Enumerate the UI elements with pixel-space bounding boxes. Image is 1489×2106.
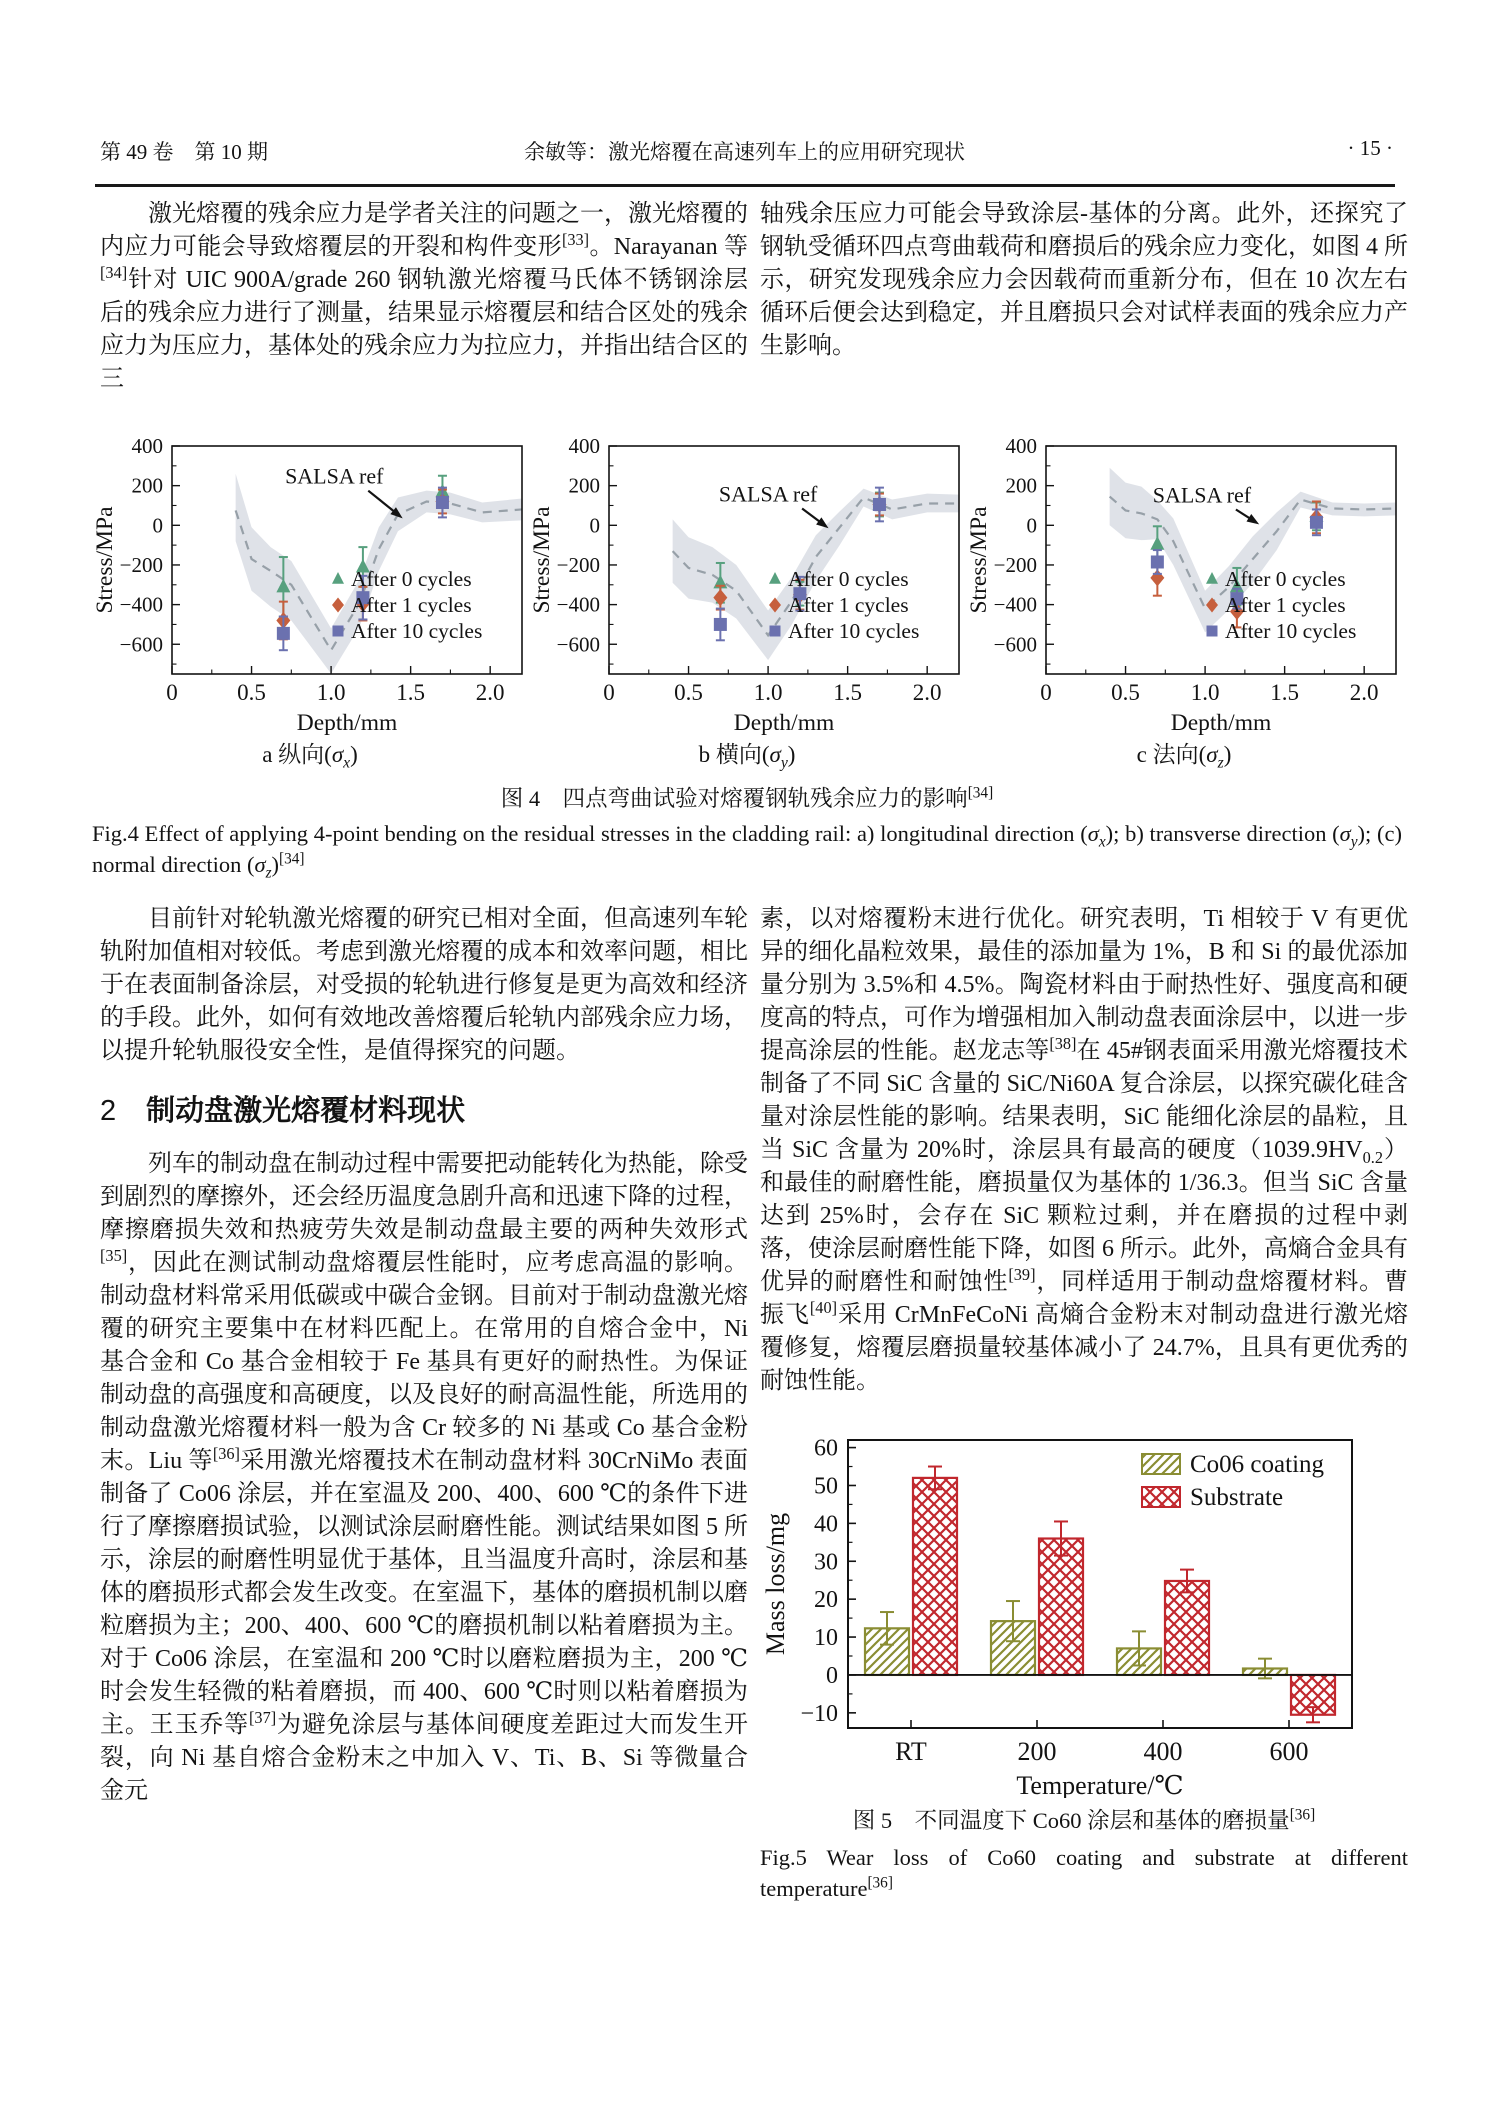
legend	[332, 567, 482, 643]
svg-text:2.0: 2.0	[1349, 680, 1379, 705]
bar	[913, 1478, 957, 1675]
square-marker	[873, 498, 886, 511]
paragraph: 目前针对轮轨激光熔覆的研究已相对全面，但高速列车轮轨附加值相对较低。考虑到激光熔覆的成本和效率问题，相比于在表面制备涂层，对受损的轮轨进行修复是更为高效和经济的手段。此外，如何有效地改善熔覆后轮轨内部残余应力场，以提升轮轨服役安全性，是值得探究的问题。	[100, 906, 748, 1064]
x-axis-label: Temperature/℃	[1016, 1771, 1184, 1798]
svg-text:−400: −400	[119, 592, 163, 617]
figure4-panels	[92, 434, 1402, 772]
svg-text:400: 400	[568, 434, 600, 458]
svg-text:−600: −600	[993, 632, 1037, 657]
right-column-main	[760, 903, 1408, 1904]
stress-chart-normal	[966, 434, 1402, 736]
figure5-caption-zh: 图 5 不同温度下 Co60 涂层和基体的磨损量[36]	[852, 1806, 1316, 1833]
svg-text:0.5: 0.5	[1111, 680, 1140, 705]
svg-text:0.5: 0.5	[674, 680, 703, 705]
svg-text:1.5: 1.5	[833, 680, 863, 705]
svg-text:RT: RT	[895, 1737, 927, 1766]
svg-text:Co06 coating: Co06 coating	[1190, 1451, 1325, 1478]
triangle-marker	[1206, 572, 1218, 584]
header-running-title: 余敏等：激光熔覆在高速列车上的应用研究现状	[524, 140, 965, 164]
svg-text:20: 20	[814, 1587, 838, 1614]
panel-caption-c: c 法向$(\sigma_z)$	[1136, 742, 1232, 772]
svg-text:0: 0	[1026, 513, 1037, 538]
svg-text:−10: −10	[800, 1700, 838, 1727]
y-axis-label: Mass loss/mg	[761, 1512, 790, 1656]
figure-5	[760, 1426, 1408, 1904]
svg-text:0: 0	[603, 680, 615, 705]
square-marker	[714, 618, 727, 631]
svg-text:2.0: 2.0	[912, 680, 942, 705]
header-volume-issue: 第 49 卷 第 10 期	[100, 140, 268, 164]
stress-chart-transverse	[529, 434, 965, 736]
panel-caption-a: a 纵向$(\sigma_x)$	[262, 742, 358, 772]
svg-text:After 10 cycles: After 10 cycles	[351, 619, 483, 643]
svg-text:After 10 cycles: After 10 cycles	[788, 619, 920, 643]
svg-text:400: 400	[1005, 434, 1037, 458]
left-column-main	[100, 903, 748, 1808]
square-marker	[1207, 626, 1218, 637]
bar	[1165, 1581, 1209, 1675]
svg-text:600: 600	[1269, 1737, 1309, 1766]
svg-text:50: 50	[814, 1473, 838, 1500]
header-page-number: · 15 ·	[1347, 136, 1393, 160]
svg-text:Substrate: Substrate	[1190, 1484, 1284, 1511]
x-axis-label: Depth/mm	[1170, 710, 1272, 736]
svg-text:After 1 cycles: After 1 cycles	[1225, 593, 1346, 617]
triangle-marker	[769, 572, 781, 584]
svg-text:−200: −200	[993, 552, 1037, 577]
stress-chart-longitudinal	[92, 434, 528, 736]
svg-text:2.0: 2.0	[475, 680, 505, 705]
svg-text:1.0: 1.0	[1190, 680, 1220, 705]
svg-text:1.0: 1.0	[753, 680, 783, 705]
svg-text:0: 0	[826, 1662, 838, 1689]
svg-text:40: 40	[814, 1511, 838, 1538]
svg-text:30: 30	[814, 1549, 838, 1576]
svg-text:1.5: 1.5	[1270, 680, 1300, 705]
svg-text:0.5: 0.5	[237, 680, 266, 705]
svg-text:0: 0	[166, 680, 178, 705]
svg-text:400: 400	[1143, 1737, 1183, 1766]
legend	[769, 567, 919, 643]
svg-text:200: 200	[131, 473, 163, 498]
svg-text:After 0 cycles: After 0 cycles	[351, 567, 472, 591]
svg-text:−200: −200	[119, 552, 163, 577]
svg-text:0: 0	[152, 513, 163, 538]
svg-text:−600: −600	[119, 632, 163, 657]
legend	[1206, 567, 1356, 643]
svg-text:After 10 cycles: After 10 cycles	[1225, 619, 1357, 643]
bar	[1039, 1539, 1083, 1675]
svg-text:200: 200	[1005, 473, 1037, 498]
paragraph: 激光熔覆的残余应力是学者关注的问题之一，激光熔覆的内应力可能会导致熔覆层的开裂和构件变形[33]。Narayanan 等[34]针对 UIC 900A/grade 260 钢轨激光熔覆马氏体不锈钢涂层后的残余应力进行了测量，结果显示熔覆层和结合区处的残余应力为压应力，基体处的残余应力为拉应力，并指出结合区的三	[100, 201, 748, 392]
figure-4	[92, 434, 1402, 880]
svg-text:After 0 cycles: After 0 cycles	[788, 567, 909, 591]
square-marker	[277, 627, 290, 640]
figure4-panel-c	[966, 434, 1402, 772]
svg-text:−600: −600	[556, 632, 600, 657]
square-marker	[333, 626, 344, 637]
svg-text:1.0: 1.0	[316, 680, 346, 705]
figure5-caption-en: Fig.5 Wear loss of Co60 coating and substrate at different temperature[36]	[760, 1845, 1408, 1901]
figure4-caption-zh: 图 4 四点弯曲试验对熔覆钢轨残余应力的影响[34]	[500, 784, 994, 811]
y-axis-label: Stress/MPa	[529, 506, 555, 614]
section-number: 2	[100, 1095, 117, 1127]
svg-text:60: 60	[814, 1435, 838, 1462]
svg-text:After 0 cycles: After 0 cycles	[1225, 567, 1346, 591]
svg-text:−200: −200	[556, 552, 600, 577]
square-marker	[1151, 555, 1164, 568]
triangle-marker	[332, 572, 344, 584]
header-rule	[95, 184, 1395, 187]
square-marker	[436, 496, 449, 509]
arrowhead	[1246, 514, 1259, 524]
figure4-caption-en: Fig.4 Effect of applying 4-point bending on the residual stresses in the cladding rail: a) longitudinal direction $(\sigma_x)$; b) transverse direction $(\sigma_y)$; (c) normal direction $(\sigma_z)[34]$	[92, 821, 1402, 882]
right-column-top	[760, 198, 1408, 363]
panel-caption-b: b 横向$(\sigma_y)$	[698, 742, 796, 772]
square-marker	[770, 626, 781, 637]
y-axis-label: Stress/MPa	[966, 506, 992, 614]
svg-text:−400: −400	[993, 592, 1037, 617]
paragraph: 轴残余压应力可能会导致涂层-基体的分离。此外，还探究了钢轨受循环四点弯曲载荷和磨损后的残余应力变化，如图 4 所示，研究发现残余应力会因载荷而重新分布，但在 10 次左右循环后便会达到稳定，并且磨损只会对试样表面的残余应力产生影响。	[760, 201, 1408, 359]
svg-text:After 1 cycles: After 1 cycles	[788, 593, 909, 617]
svg-text:200: 200	[1017, 1737, 1057, 1766]
legend	[1142, 1451, 1325, 1511]
paragraph: 素，以对熔覆粉末进行优化。研究表明，Ti 相较于 V 有更优异的细化晶粒效果，最佳的添加量为 1%，B 和 Si 的最优添加量分别为 3.5%和 4.5%。陶瓷材料由于耐热性好、强度高和硬度高的特点，可作为增强相加入制动盘表面涂层中，以进一步提高涂层的性能。赵龙志等[38]在 45#钢表面采用激光熔覆技术制备了不同 SiC 含量的 SiC/Ni60A 复合涂层，以探究碳化硅含量对涂层性能的影响。结果表明，SiC 能细化涂层的晶粒，且当 SiC 含量为 20%时，涂层具有最高的硬度$(1039.9HV_{0.2})$和最佳的耐磨性能，磨损量仅为基体的 1/36.3。但当 SiC 含量达到 25%时，会存在 SiC 颗粒过剩，并在磨损的过程中剥落，使涂层耐磨性能下降，如图 6 所示。此外，高熵合金具有优异的耐磨性和耐蚀性[39]，同样适用于制动盘熔覆材料。曹振飞[40]采用 CrMnFeCoNi 高熵合金粉末对制动盘进行激光熔覆修复，熔覆层磨损量较基体减小了 24.7%，且具有更优秀的耐蚀性能。	[760, 906, 1409, 1394]
salsa-ref-annotation: SALSA ref	[285, 463, 384, 489]
y-axis-label: Stress/MPa	[92, 506, 118, 614]
salsa-ref-annotation: SALSA ref	[1152, 482, 1252, 508]
svg-text:400: 400	[131, 434, 163, 458]
salsa-ref-annotation: SALSA ref	[718, 481, 818, 507]
wear-loss-bar-chart	[760, 1426, 1380, 1798]
paragraph: 列车的制动盘在制动过程中需要把动能转化为热能，除受到剧烈的摩擦外，还会经历温度急剧升高和迅速下降的过程，摩擦磨损失效和热疲劳失效是制动盘最主要的两种失效形式[35]，因此在测试制动盘熔覆层性能时，应考虑高温的影响。制动盘材料常采用低碳或中碳合金钢。目前对于制动盘激光熔覆的研究主要集中在材料匹配上。在常用的自熔合金中，Ni 基合金和 Co 基合金相较于 Fe 基具有更好的耐热性。为保证制动盘的高强度和高硬度，以及良好的耐高温性能，所选用的制动盘激光熔覆材料一般为含 Cr 较多的 Ni 基或 Co 基合金粉末。Liu 等[36]采用激光熔覆技术在制动盘材料 30CrNiMo 表面制备了 Co06 涂层，并在室温及 200、400、600 ℃的条件下进行了摩擦磨损试验，以测试涂层耐磨性能。测试结果如图 5 所示，涂层的耐磨性明显优于基体，且当温度升高时，涂层和基体的磨损形式都会发生改变。在室温下，基体的磨损机制以磨粒磨损为主；200、400、600 ℃的磨损机制以粘着磨损为主。对于 Co06 涂层，在室温和 200 ℃时以磨粒磨损为主，200 ℃时会发生轻微的粘着磨损，而 400、600 ℃时则以粘着磨损为主。王玉乔等[37]为避免涂层与基体间硬度差距过大而发生开裂，向 Ni 基自熔合金粉末之中加入 V、Ti、B、Si 等微量合金元	[100, 1151, 749, 1804]
svg-text:1.5: 1.5	[396, 680, 426, 705]
svg-text:10: 10	[814, 1625, 838, 1652]
svg-text:0: 0	[1040, 680, 1052, 705]
figure4-panel-a	[92, 434, 528, 772]
x-axis-label: Depth/mm	[733, 710, 835, 736]
svg-text:200: 200	[568, 473, 600, 498]
square-marker	[1310, 516, 1323, 529]
figure4-panel-b	[529, 434, 965, 772]
svg-text:0: 0	[589, 513, 600, 538]
left-column-top	[100, 198, 748, 396]
section-title: 制动盘激光熔覆材料现状	[146, 1095, 466, 1127]
svg-text:After 1 cycles: After 1 cycles	[351, 593, 472, 617]
x-axis-label: Depth/mm	[296, 710, 398, 736]
section-heading	[100, 1095, 748, 1128]
svg-text:−400: −400	[556, 592, 600, 617]
